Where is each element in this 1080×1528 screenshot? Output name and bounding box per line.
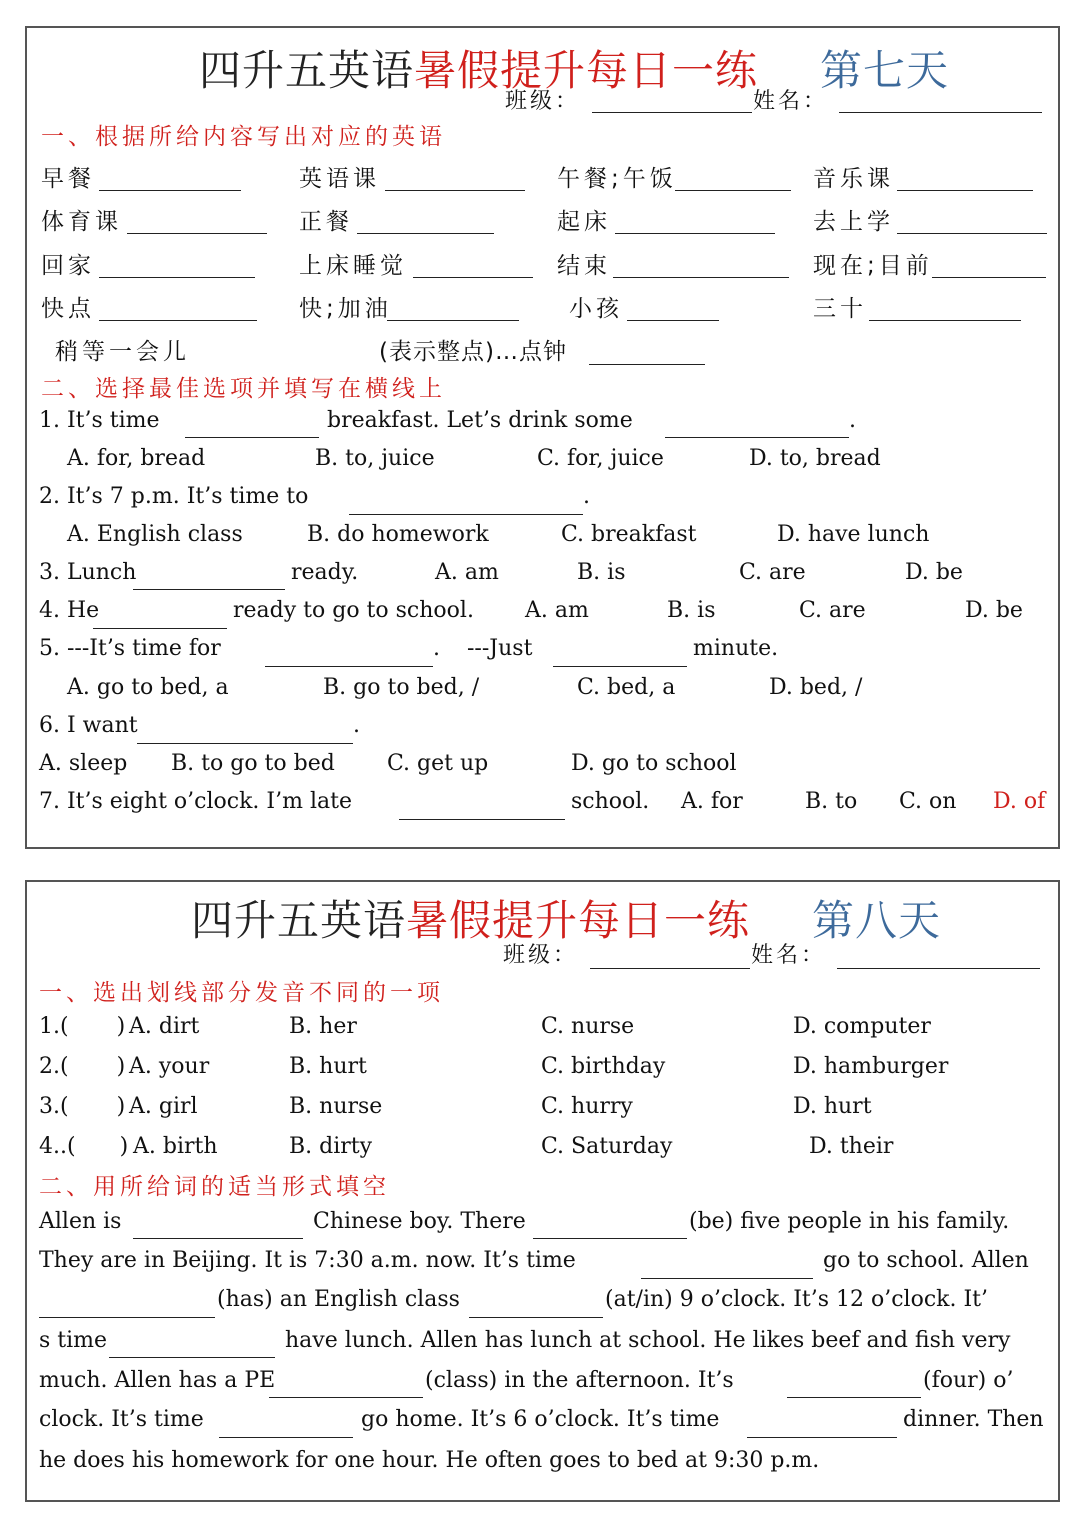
option[interactable]: C. on	[899, 789, 957, 814]
question-1-text: breakfast. Let’s drink some	[327, 408, 633, 433]
vocab-item: 上床睡觉	[299, 253, 407, 279]
option[interactable]: D. be	[905, 560, 963, 585]
option[interactable]: A. go to bed, a	[67, 675, 229, 700]
answer-blank[interactable]	[265, 666, 433, 667]
question-1: 1. It’s time	[39, 408, 160, 433]
answer-blank[interactable]	[219, 1437, 353, 1438]
vocab-item: 三十	[813, 296, 867, 322]
question-number: 4..(	[39, 1134, 76, 1159]
option[interactable]: A. English class	[67, 522, 243, 547]
passage-text: (be) five people in his family.	[689, 1209, 1010, 1234]
passage-text: go home. It’s 6 o’clock. It’s time	[361, 1407, 720, 1432]
phonics-row-4	[39, 1134, 128, 1159]
class-blank[interactable]	[590, 968, 750, 969]
day7-worksheet	[25, 26, 1060, 849]
question-7: 7. It’s eight o’clock. I’m late	[39, 789, 352, 814]
answer-blank[interactable]	[665, 437, 849, 438]
option[interactable]: D. bed, /	[769, 675, 863, 700]
name-label: 姓名：	[753, 89, 829, 114]
question-5: 5. ---It’s time for	[39, 636, 221, 661]
answer-blank[interactable]	[553, 666, 687, 667]
vocab-item: 音乐课	[813, 166, 894, 192]
vocab-blank[interactable]	[357, 233, 494, 234]
option[interactable]: D. hamburger	[793, 1054, 949, 1079]
class-label: 班级：	[503, 943, 579, 968]
passage-text: clock. It’s time	[39, 1407, 204, 1432]
option[interactable]: B. to	[805, 789, 858, 814]
question-5-reply: ---Just	[467, 636, 533, 661]
vocab-blank[interactable]	[615, 233, 775, 234]
vocab-item: 午餐;午饭	[557, 166, 677, 192]
passage-text: dinner. Then	[903, 1407, 1044, 1432]
option[interactable]: A. sleep	[39, 751, 128, 776]
vocab-item: 快点	[41, 296, 95, 322]
passage-text: go to school. Allen	[823, 1248, 1029, 1273]
option[interactable]: A. for	[681, 789, 743, 814]
day8-title: 四升五英语暑假提升每日一练 第八天	[191, 896, 942, 945]
option[interactable]: B. is	[667, 598, 716, 623]
vocab-item: 早餐	[41, 166, 95, 192]
option[interactable]: B. do homework	[307, 522, 489, 547]
answer-blank[interactable]	[399, 819, 565, 820]
phonics-row-1	[39, 1014, 125, 1039]
phonics-row-3	[39, 1094, 125, 1119]
option[interactable]: A. your	[129, 1054, 210, 1079]
passage-text: Chinese boy. There	[313, 1209, 526, 1234]
section2-title: 二、选择最佳选项并填写在横线上	[41, 376, 446, 402]
class-label: 班级：	[505, 89, 581, 114]
period: .	[583, 484, 590, 509]
answer-blank[interactable]	[133, 589, 285, 590]
option[interactable]: D. computer	[793, 1014, 931, 1039]
vocab-blank[interactable]	[413, 277, 533, 278]
answer-blank[interactable]	[533, 1238, 687, 1239]
question-number: 1.(	[39, 1014, 69, 1039]
vocab-item: 小孩	[569, 296, 623, 322]
vocab-item: 体育课	[41, 209, 122, 235]
passage-text: Allen is	[39, 1209, 122, 1234]
option[interactable]: B. to, juice	[315, 446, 435, 471]
option[interactable]: B. hurt	[289, 1054, 367, 1079]
name-label: 姓名：	[751, 943, 827, 968]
option[interactable]: D. be	[965, 598, 1023, 623]
question-4: 4. He	[39, 598, 100, 623]
option[interactable]: D. of	[993, 789, 1046, 814]
question-7-text: school.	[571, 789, 650, 814]
phonics-row-2	[39, 1054, 125, 1079]
answer-blank[interactable]	[133, 1238, 303, 1239]
option[interactable]: B. to go to bed	[171, 751, 335, 776]
vocab-blank[interactable]	[99, 190, 241, 191]
option[interactable]: A. dirt	[129, 1014, 200, 1039]
option[interactable]: D. go to school	[571, 751, 737, 776]
vocab-blank[interactable]	[897, 190, 1033, 191]
class-blank[interactable]	[592, 112, 752, 113]
option[interactable]: B. nurse	[289, 1094, 383, 1119]
option[interactable]: B. go to bed, /	[323, 675, 480, 700]
passage-text: (has) an English class	[217, 1287, 460, 1312]
section1-title: 一、选出划线部分发音不同的一项	[39, 980, 444, 1006]
option[interactable]: C. get up	[387, 751, 489, 776]
vocab-blank[interactable]	[897, 233, 1047, 234]
option[interactable]: C. are	[799, 598, 866, 623]
passage-text: (class) in the afternoon. It’s	[425, 1368, 734, 1393]
option[interactable]: A. for, bread	[67, 446, 206, 471]
vocab-blank[interactable]	[675, 190, 791, 191]
vocab-item: 英语课	[299, 166, 380, 192]
bracket-close: )	[116, 1054, 126, 1079]
answer-blank[interactable]	[109, 1357, 275, 1358]
vocab-item: (表示整点)…点钟	[379, 339, 567, 365]
passage-text: They are in Beijing. It is 7:30 a.m. now. It’s time	[39, 1248, 576, 1273]
question-5-text: minute.	[693, 636, 779, 661]
answer-blank[interactable]	[93, 628, 227, 629]
vocab-item: 起床	[557, 209, 611, 235]
option[interactable]: A. birth	[133, 1134, 218, 1159]
period: .	[849, 408, 856, 433]
option[interactable]: C. nurse	[541, 1014, 635, 1039]
passage-text: s time	[39, 1328, 108, 1353]
option[interactable]: C. Saturday	[541, 1134, 673, 1159]
day7-title: 四升五英语暑假提升每日一练 第七天	[199, 46, 950, 95]
option[interactable]: C. are	[739, 560, 806, 585]
name-blank[interactable]	[839, 112, 1042, 113]
option[interactable]: D. hurt	[793, 1094, 872, 1119]
vocab-item: 回家	[41, 253, 95, 279]
option[interactable]: C. breakfast	[561, 522, 697, 547]
passage-text: have lunch. Allen has lunch at school. He likes beef and fish very	[285, 1328, 1011, 1353]
option[interactable]: B. is	[577, 560, 626, 585]
question-6: 6. I want	[39, 713, 138, 738]
option[interactable]: C. birthday	[541, 1054, 666, 1079]
option[interactable]: C. for, juice	[537, 446, 664, 471]
bracket-close: )	[119, 1134, 129, 1159]
passage-text: (at/in) 9 o’clock. It’s 12 o’clock. It’	[605, 1287, 989, 1312]
answer-blank[interactable]	[747, 1437, 897, 1438]
vocab-item: 结束	[557, 253, 611, 279]
vocab-item: 正餐	[299, 209, 353, 235]
option[interactable]: C. hurry	[541, 1094, 633, 1119]
section2-title: 二、用所给词的适当形式填空	[39, 1174, 390, 1200]
vocab-blank[interactable]	[127, 233, 267, 234]
vocab-item: 现在;目前	[813, 253, 933, 279]
passage-text: he does his homework for one hour. He often goes to bed at 9:30 p.m.	[39, 1448, 820, 1473]
option[interactable]: A. girl	[129, 1094, 198, 1119]
vocab-blank[interactable]	[589, 364, 705, 365]
answer-blank[interactable]	[469, 1317, 603, 1318]
vocab-blank[interactable]	[385, 190, 525, 191]
question-3-text: ready.	[291, 560, 359, 585]
period: .	[353, 713, 360, 738]
answer-blank[interactable]	[137, 743, 353, 744]
period: .	[433, 636, 440, 661]
vocab-blank[interactable]	[932, 277, 1046, 278]
passage-text: much. Allen has a PE	[39, 1368, 276, 1393]
vocab-item: 快;加油	[299, 296, 392, 322]
option[interactable]: B. her	[289, 1014, 357, 1039]
question-number: 2.(	[39, 1054, 69, 1079]
answer-blank[interactable]	[641, 1278, 813, 1279]
question-2: 2. It’s 7 p.m. It’s time to	[39, 484, 309, 509]
option[interactable]: B. dirty	[289, 1134, 373, 1159]
name-blank[interactable]	[837, 968, 1040, 969]
vocab-blank[interactable]	[387, 320, 519, 321]
vocab-item: 去上学	[813, 209, 894, 235]
vocab-blank[interactable]	[613, 277, 789, 278]
answer-blank[interactable]	[269, 1397, 423, 1398]
answer-blank[interactable]	[787, 1397, 921, 1398]
bracket-close: )	[116, 1014, 126, 1039]
question-3: 3. Lunch	[39, 560, 137, 585]
day8-worksheet	[25, 880, 1060, 1502]
section1-title: 一、根据所给内容写出对应的英语	[41, 124, 446, 150]
vocab-item: 稍等一会儿	[55, 339, 190, 365]
vocab-blank[interactable]	[99, 320, 257, 321]
bracket-close: )	[116, 1094, 126, 1119]
option[interactable]: C. bed, a	[577, 675, 676, 700]
answer-blank[interactable]	[39, 1317, 215, 1318]
passage-text: (four) o’	[923, 1368, 1014, 1393]
answer-blank[interactable]	[185, 437, 319, 438]
option[interactable]: A. am	[435, 560, 499, 585]
vocab-blank[interactable]	[627, 320, 719, 321]
vocab-blank[interactable]	[99, 277, 255, 278]
option[interactable]: D. to, bread	[749, 446, 881, 471]
option[interactable]: D. have lunch	[777, 522, 930, 547]
option[interactable]: D. their	[809, 1134, 894, 1159]
vocab-blank[interactable]	[869, 320, 1021, 321]
option[interactable]: A. am	[525, 598, 589, 623]
question-number: 3.(	[39, 1094, 69, 1119]
question-4-text: ready to go to school.	[233, 598, 474, 623]
answer-blank[interactable]	[349, 514, 583, 515]
